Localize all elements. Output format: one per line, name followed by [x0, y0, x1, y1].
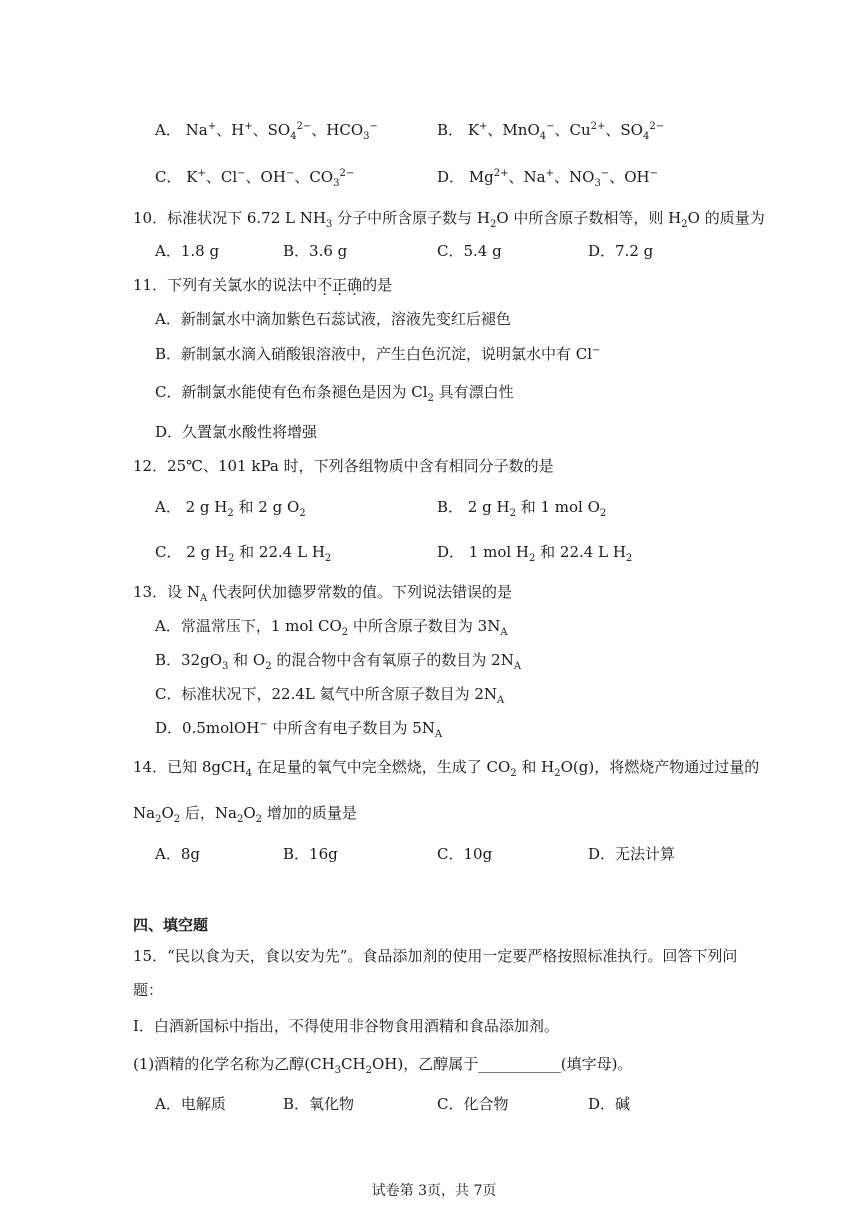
q14-option-b: B．16g [283, 845, 338, 863]
q11-option-c: C．新制氯水能使有色布条褪色是因为 $Cl_2$ 具有漂白性 [155, 383, 514, 404]
ion-part: K [467, 121, 480, 139]
ion-part: 、NO [554, 168, 595, 186]
q10-option-d: D．7.2 g [588, 242, 654, 260]
ion-part: − [237, 168, 246, 179]
ion-part: 3 [333, 178, 340, 189]
ion-part: Mg [468, 168, 494, 186]
ion-part: 、Cu [554, 121, 591, 139]
q13-option-c: C．标准状况下，22.4L 氦气中所含原子数目为 $2N_A$ [155, 685, 505, 706]
ion-part: 2+ [590, 121, 606, 132]
ion-part: Na [185, 121, 208, 139]
q15-option-c: C．化合物 [437, 1095, 509, 1113]
q14-option-a: A．8g [155, 845, 200, 863]
ion-part: − [649, 168, 658, 179]
q15-option-b: B．氧化物 [283, 1095, 355, 1113]
q15-part-i: I．白酒新国标中指出，不得使用非谷物食用酒精和食品添加剂。 [133, 1017, 559, 1035]
ion-part: 4 [539, 131, 547, 142]
q14-stem-line1: 14．已知 8gCH$_4$ 在足量的氧气中完全燃烧，生成了 $CO_2$ 和 $H_2O(g)$，将燃烧产物通过过量的 [133, 758, 760, 779]
q11-option-b: B．新制氯水滴入硝酸银溶液中，产生白色沉淀，说明氯水中有 Cl− [155, 345, 601, 363]
q12-option-c: C． 2 g $H_2$ 和 22.4 L $H_2$ [155, 543, 332, 564]
q11-option-a: A．新制氯水中滴加紫色石蕊试液，溶液先变红后褪色 [155, 310, 511, 328]
ion-part: 4 [642, 131, 650, 142]
q9-option-c: C． K+、Cl−、OH−、$CO_3^{2-}$ [155, 168, 355, 189]
q13-option-a: A．常温常压下，1 mol $CO_2$ 中所含原子数目为 $3N_A$ [155, 617, 508, 638]
q10-option-b: B．3.6 g [283, 242, 348, 260]
ion-part: + [207, 121, 217, 132]
ion-part: 2+ [493, 168, 509, 179]
ion-part: 、Cl [205, 168, 238, 186]
q11-option-d: D．久置氯水酸性将增强 [155, 423, 318, 441]
ion-part: 、SO [605, 121, 643, 139]
q10-option-c: C．5.4 g [437, 242, 502, 260]
q15-stem-line1: 15．“民以食为天，食以安为先”。食品添加剂的使用一定要严格按照标准执行。回答下列问 [133, 947, 738, 965]
q15-sub1: (1)酒精的化学名称为乙醇$(CH_3CH_2OH)$，乙醇属于___________(填字母)。 [133, 1055, 633, 1076]
q12-option-b: B． 2 g $H_2$ 和 1 mol $O_2$ [437, 498, 607, 519]
q12-stem: 12．25℃、101 kPa 时，下列各组物质中含有相同分子数的是 [133, 457, 554, 475]
ion-part: 、CO [294, 168, 334, 186]
q10-option-a: A．1.8 g [155, 242, 220, 260]
ion-part: + [197, 168, 206, 179]
q13-option-b: B．$32gO_3$ 和 $O_2$ 的混合物中含有氧原子的数目为 $2N_A$ [155, 651, 522, 672]
q11-stem: 11．下列有关氯水的说法中不正确的是 [133, 276, 393, 294]
ion-part: − [285, 168, 295, 179]
q14-stem-line2: $Na_2O_2$ 后，$Na_2O_2$ 增加的质量是 [133, 804, 357, 825]
q15-option-d: D．碱 [588, 1095, 631, 1113]
page-footer: 试卷第 3页，共 7页 [371, 1183, 497, 1199]
q14-option-d: D．无法计算 [588, 845, 676, 863]
ion-part: 、MnO [487, 121, 540, 139]
ion-part: K [186, 168, 198, 186]
ion-part: 、HCO [311, 121, 364, 139]
ion-part: 4 [290, 131, 297, 142]
q12-option-d: D． 1 mol $H_2$ 和 22.4 L $H_2$ [437, 543, 633, 564]
q15-stem-line2: 题： [133, 981, 164, 999]
ion-part: 2− [296, 121, 312, 132]
q12-option-a: A． 2 g $H_2$ 和 2 g $O_2$ [155, 498, 306, 519]
ion-part: 、SO [252, 121, 291, 139]
ion-part: 3 [363, 131, 370, 142]
q9-option-b: B． K+、MnO$_4$−、$Cu^{2+}$、$SO_4^{2-}$ [437, 121, 665, 142]
q10-stem: 10．标准状况下 6.72 L $NH_3$ 分子中所含原子数与 $H_2O$ 中所含原子数相等，则 $H_2O$ 的质量为 [133, 209, 765, 230]
q15-option-a: A．电解质 [155, 1095, 226, 1113]
ion-part: 2− [649, 121, 665, 132]
ion-part: + [479, 121, 488, 132]
q13-stem: 13．设 $N_A$ 代表阿伏加德罗常数的值。下列说法错误的是 [133, 583, 512, 604]
ion-part: 3 [594, 178, 601, 189]
q13-option-d: D．0.5molOH− 中所含有电子数目为 $5N_A$ [155, 719, 443, 740]
ion-part: + [545, 168, 554, 179]
ion-part: 、H [216, 121, 245, 139]
section-heading: 四、填空题 [133, 916, 209, 934]
ion-part: − [600, 168, 610, 179]
ion-part: − [369, 121, 378, 132]
q14-option-c: C．10g [437, 845, 493, 863]
q9-option-a: A． Na+、H+、$SO_4^{2-}$、$HCO_3^-$ [155, 121, 378, 142]
ion-part: 、Na [508, 168, 546, 186]
ion-part: 2− [339, 168, 355, 179]
q9-option-d: D． $Mg^{2+}$、Na+、$NO_3^-$、OH− [437, 168, 658, 189]
ion-part: + [244, 121, 253, 132]
ion-part: 、OH [245, 168, 286, 186]
ion-part: 、OH [609, 168, 650, 186]
ion-part: − [546, 121, 555, 132]
